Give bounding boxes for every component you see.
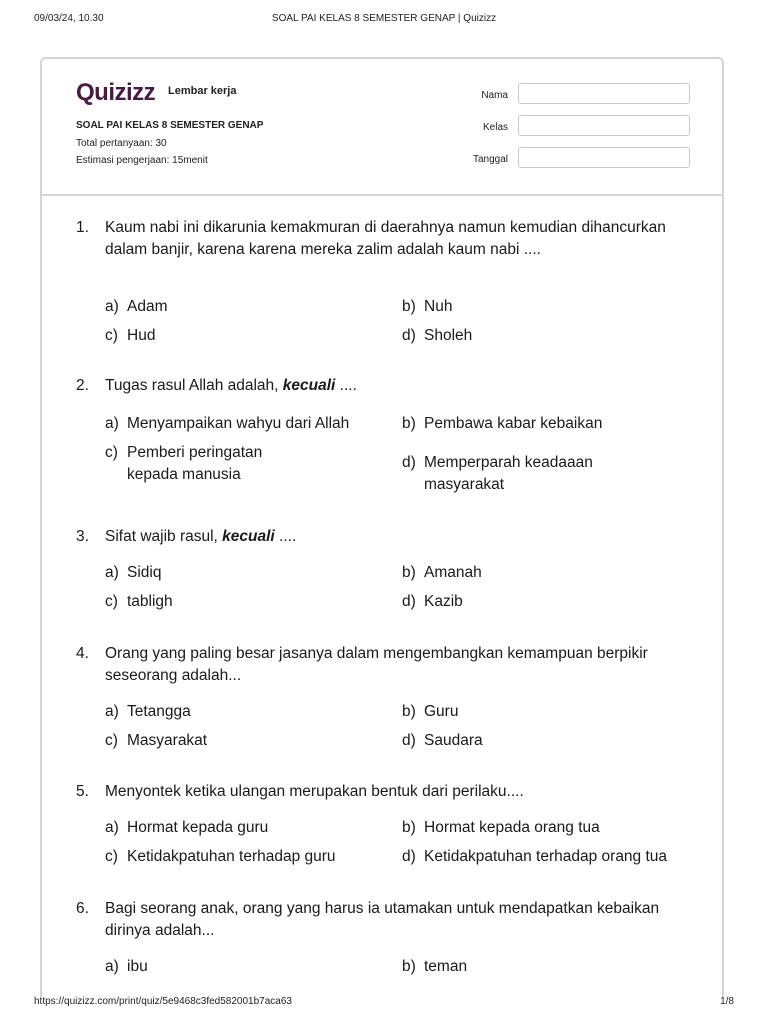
option-text: teman [424,958,468,975]
option-letter: a) [105,819,119,836]
option-letter: b) [402,703,416,720]
quiz-title: SOAL PAI KELAS 8 SEMESTER GENAP [76,120,264,131]
option-text: tabligh [127,593,173,610]
print-page-number: 1/8 [720,996,734,1007]
date-label: Tanggal [472,154,508,165]
quizizz-logo: Quizizz [76,79,156,106]
option-letter: d) [402,454,416,471]
question-number: 4. [76,645,89,662]
option-letter: a) [105,415,119,432]
option-text: Ketidakpatuhan terhadap guru [127,848,336,865]
option-text: Sidiq [127,564,162,581]
option-text: Menyampaikan wahyu dari Allah [127,415,350,432]
question-text: Kaum nabi ini dikarunia kemakmuran di daerahnya namun kemudian dihancurkan dalam banjir, karena karena mereka zalim adalah kaum nabi .... [105,219,666,258]
total-questions: Total pertanyaan: 30 [76,138,167,149]
question-text-after: .... [274,528,297,545]
option-text: Amanah [424,564,482,581]
option-letter: d) [402,848,416,865]
option-letter: b) [402,564,416,581]
estimated-time: Estimasi pengerjaan: 15menit [76,155,208,166]
option-letter: a) [105,298,119,315]
option-letter: c) [105,327,118,344]
option-letter: a) [105,958,119,975]
question-emphasis: kecuali [282,377,336,394]
date-field[interactable] [518,147,690,168]
print-datetime: 09/03/24, 10.30 [34,13,104,24]
question-text-before: Sifat wajib rasul, [105,528,223,545]
option-letter: d) [402,593,416,610]
option-text: Sholeh [424,327,473,344]
question-text: Orang yang paling besar jasanya dalam mengembangkan kemampuan berpikir seseorang adalah... [105,645,648,684]
question-text-after: .... [335,377,357,394]
print-footer [0,996,768,1010]
question-number: 3. [76,528,89,545]
option-text: Pemberi peringatan [127,444,263,461]
question-emphasis: kecuali [222,528,275,545]
option-text: Nuh [424,298,453,315]
print-header [0,13,768,27]
option-letter: a) [105,564,119,581]
option-text: Ketidakpatuhan terhadap orang tua [424,848,668,865]
option-text: Hormat kepada guru [127,819,269,836]
question-number: 1. [76,219,89,236]
option-letter: b) [402,298,416,315]
option-letter: b) [402,415,416,432]
option-text: Kazib [424,593,463,610]
option-text: Tetangga [127,703,191,720]
print-url: https://quizizz.com/print/quiz/5e9468c3fed582001b7aca63 [34,996,292,1007]
question-number: 2. [76,377,89,394]
question-number: 5. [76,783,89,800]
option-letter: d) [402,327,416,344]
option-letter: c) [105,732,118,749]
option-letter: c) [105,593,118,610]
option-text: Masyarakat [127,732,208,749]
option-letter: b) [402,819,416,836]
worksheet-header [42,59,722,196]
question-text: Bagi seorang anak, orang yang harus ia utamakan untuk mendapatkan kebaikan dirinya adalah... [105,900,660,939]
option-text: Hud [127,327,156,344]
option-letter: d) [402,732,416,749]
option-text: Pembawa kabar kebaikan [424,415,603,432]
question-text-before: Tugas rasul Allah adalah, [105,377,283,394]
option-letter: b) [402,958,416,975]
option-letter: c) [105,444,118,461]
option-text: ibu [127,958,148,975]
question-text: Menyontek ketika ulangan merupakan bentuk dari perilaku.... [105,783,524,800]
option-text: Memperparah keadaaan [424,454,593,471]
name-label: Nama [481,90,508,101]
option-letter: a) [105,703,119,720]
class-field[interactable] [518,115,690,136]
option-text: Hormat kepada orang tua [424,819,600,836]
option-text-line-2: kepada manusia [127,466,241,483]
option-text: Adam [127,298,168,315]
option-letter: c) [105,848,118,865]
question-number: 6. [76,900,89,917]
name-field[interactable] [518,83,690,104]
print-page-title: SOAL PAI KELAS 8 SEMESTER GENAP | Quizizz [271,13,497,24]
question-text [105,526,685,548]
worksheet-label: Lembar kerja [168,85,237,97]
option-text: Saudara [424,732,483,749]
class-label: Kelas [482,122,508,133]
question-text [105,375,685,397]
option-text-line-2: masyarakat [424,476,505,493]
option-text: Guru [424,703,459,720]
